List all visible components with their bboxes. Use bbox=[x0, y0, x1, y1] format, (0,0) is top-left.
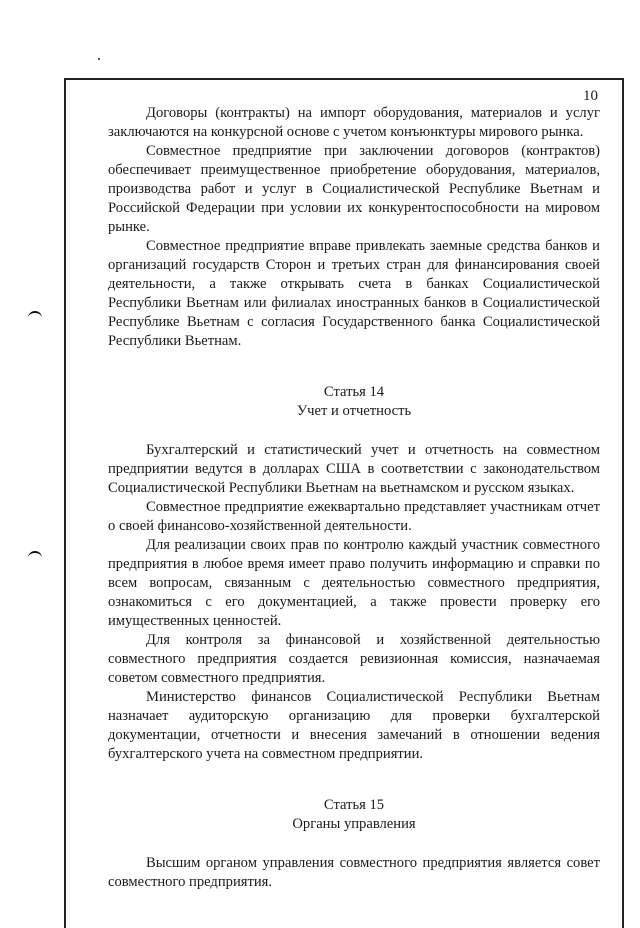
paragraph-control-rights: Для реализации своих прав по контролю каждый участник совместного предприятия в любое время имеет право получить информацию и справки по всем вопросам, связанным с деятельностью совместного предприятия, ознакомиться с его документацией, а также провести проверку его имущественных ценностей. bbox=[108, 537, 600, 629]
paragraph-ministry-audit: Министерство финансов Социалистической Республики Вьетнам назначает аудиторскую организацию для проверки бухгалтерской документации, отчетности и внесения замечаний в отношении ведения бухгалтерского учета на совместном предприятии. bbox=[108, 689, 600, 762]
document-body bbox=[108, 104, 600, 892]
article-15-number: Статья 15 bbox=[323, 797, 385, 813]
spacer bbox=[108, 421, 600, 441]
article-14-number: Статья 14 bbox=[323, 384, 385, 400]
spacer bbox=[108, 351, 600, 383]
page-number: 10 bbox=[583, 88, 598, 104]
paragraph-quarterly-report: Совместное предприятие ежеквартально представляет участникам отчет о своей финансово-хозяйственной деятельности. bbox=[108, 499, 600, 534]
article-15-title: Органы управления bbox=[292, 816, 416, 832]
spacer bbox=[108, 764, 600, 796]
binding-hole-mark-bottom bbox=[28, 551, 42, 561]
paragraph-audit-commission: Для контроля за финансовой и хозяйственной деятельностью совместного предприятия создается ревизионная комиссия, назначаемая советом совместного предприятия. bbox=[108, 632, 600, 686]
scan-speck bbox=[98, 58, 100, 60]
paragraph-supreme-body: Высшим органом управления совместного предприятия является совет совместного предприятия. bbox=[108, 855, 600, 890]
spacer bbox=[108, 834, 600, 854]
paragraph-import-contracts: Договоры (контракты) на импорт оборудования, материалов и услуг заключаются на конкурсной основе с учетом конъюнктуры мирового рынка. bbox=[108, 105, 600, 140]
paragraph-preferential-purchase: Совместное предприятие при заключении договоров (контрактов) обеспечивает преимущественное приобретение оборудования, материалов, производства работ и услуг в Социалистической Республике Вьетнам и Российской Федерации при условии их конкурентоспособности на мировом рынке. bbox=[108, 143, 600, 235]
article-14-title: Учет и отчетность bbox=[296, 403, 412, 419]
paragraph-accounting-currency: Бухгалтерский и статистический учет и отчетность на совместном предприятии ведутся в долларах США в соответствии с законодательством Социалистической Республики Вьетнам на вьетнамском и русском языках. bbox=[108, 442, 600, 496]
binding-hole-mark-top bbox=[28, 311, 42, 321]
paragraph-borrowed-funds: Совместное предприятие вправе привлекать заемные средства банков и организаций государств Сторон и третьих стран для финансирования своей деятельности, а также открывать счета в банках Социалистической Республики Вьетнам или филиалах иностранных банков в Социалистической Республике Вьетнам с согласия Государственного банка Социалистической Республики Вьетнам. bbox=[108, 238, 600, 349]
